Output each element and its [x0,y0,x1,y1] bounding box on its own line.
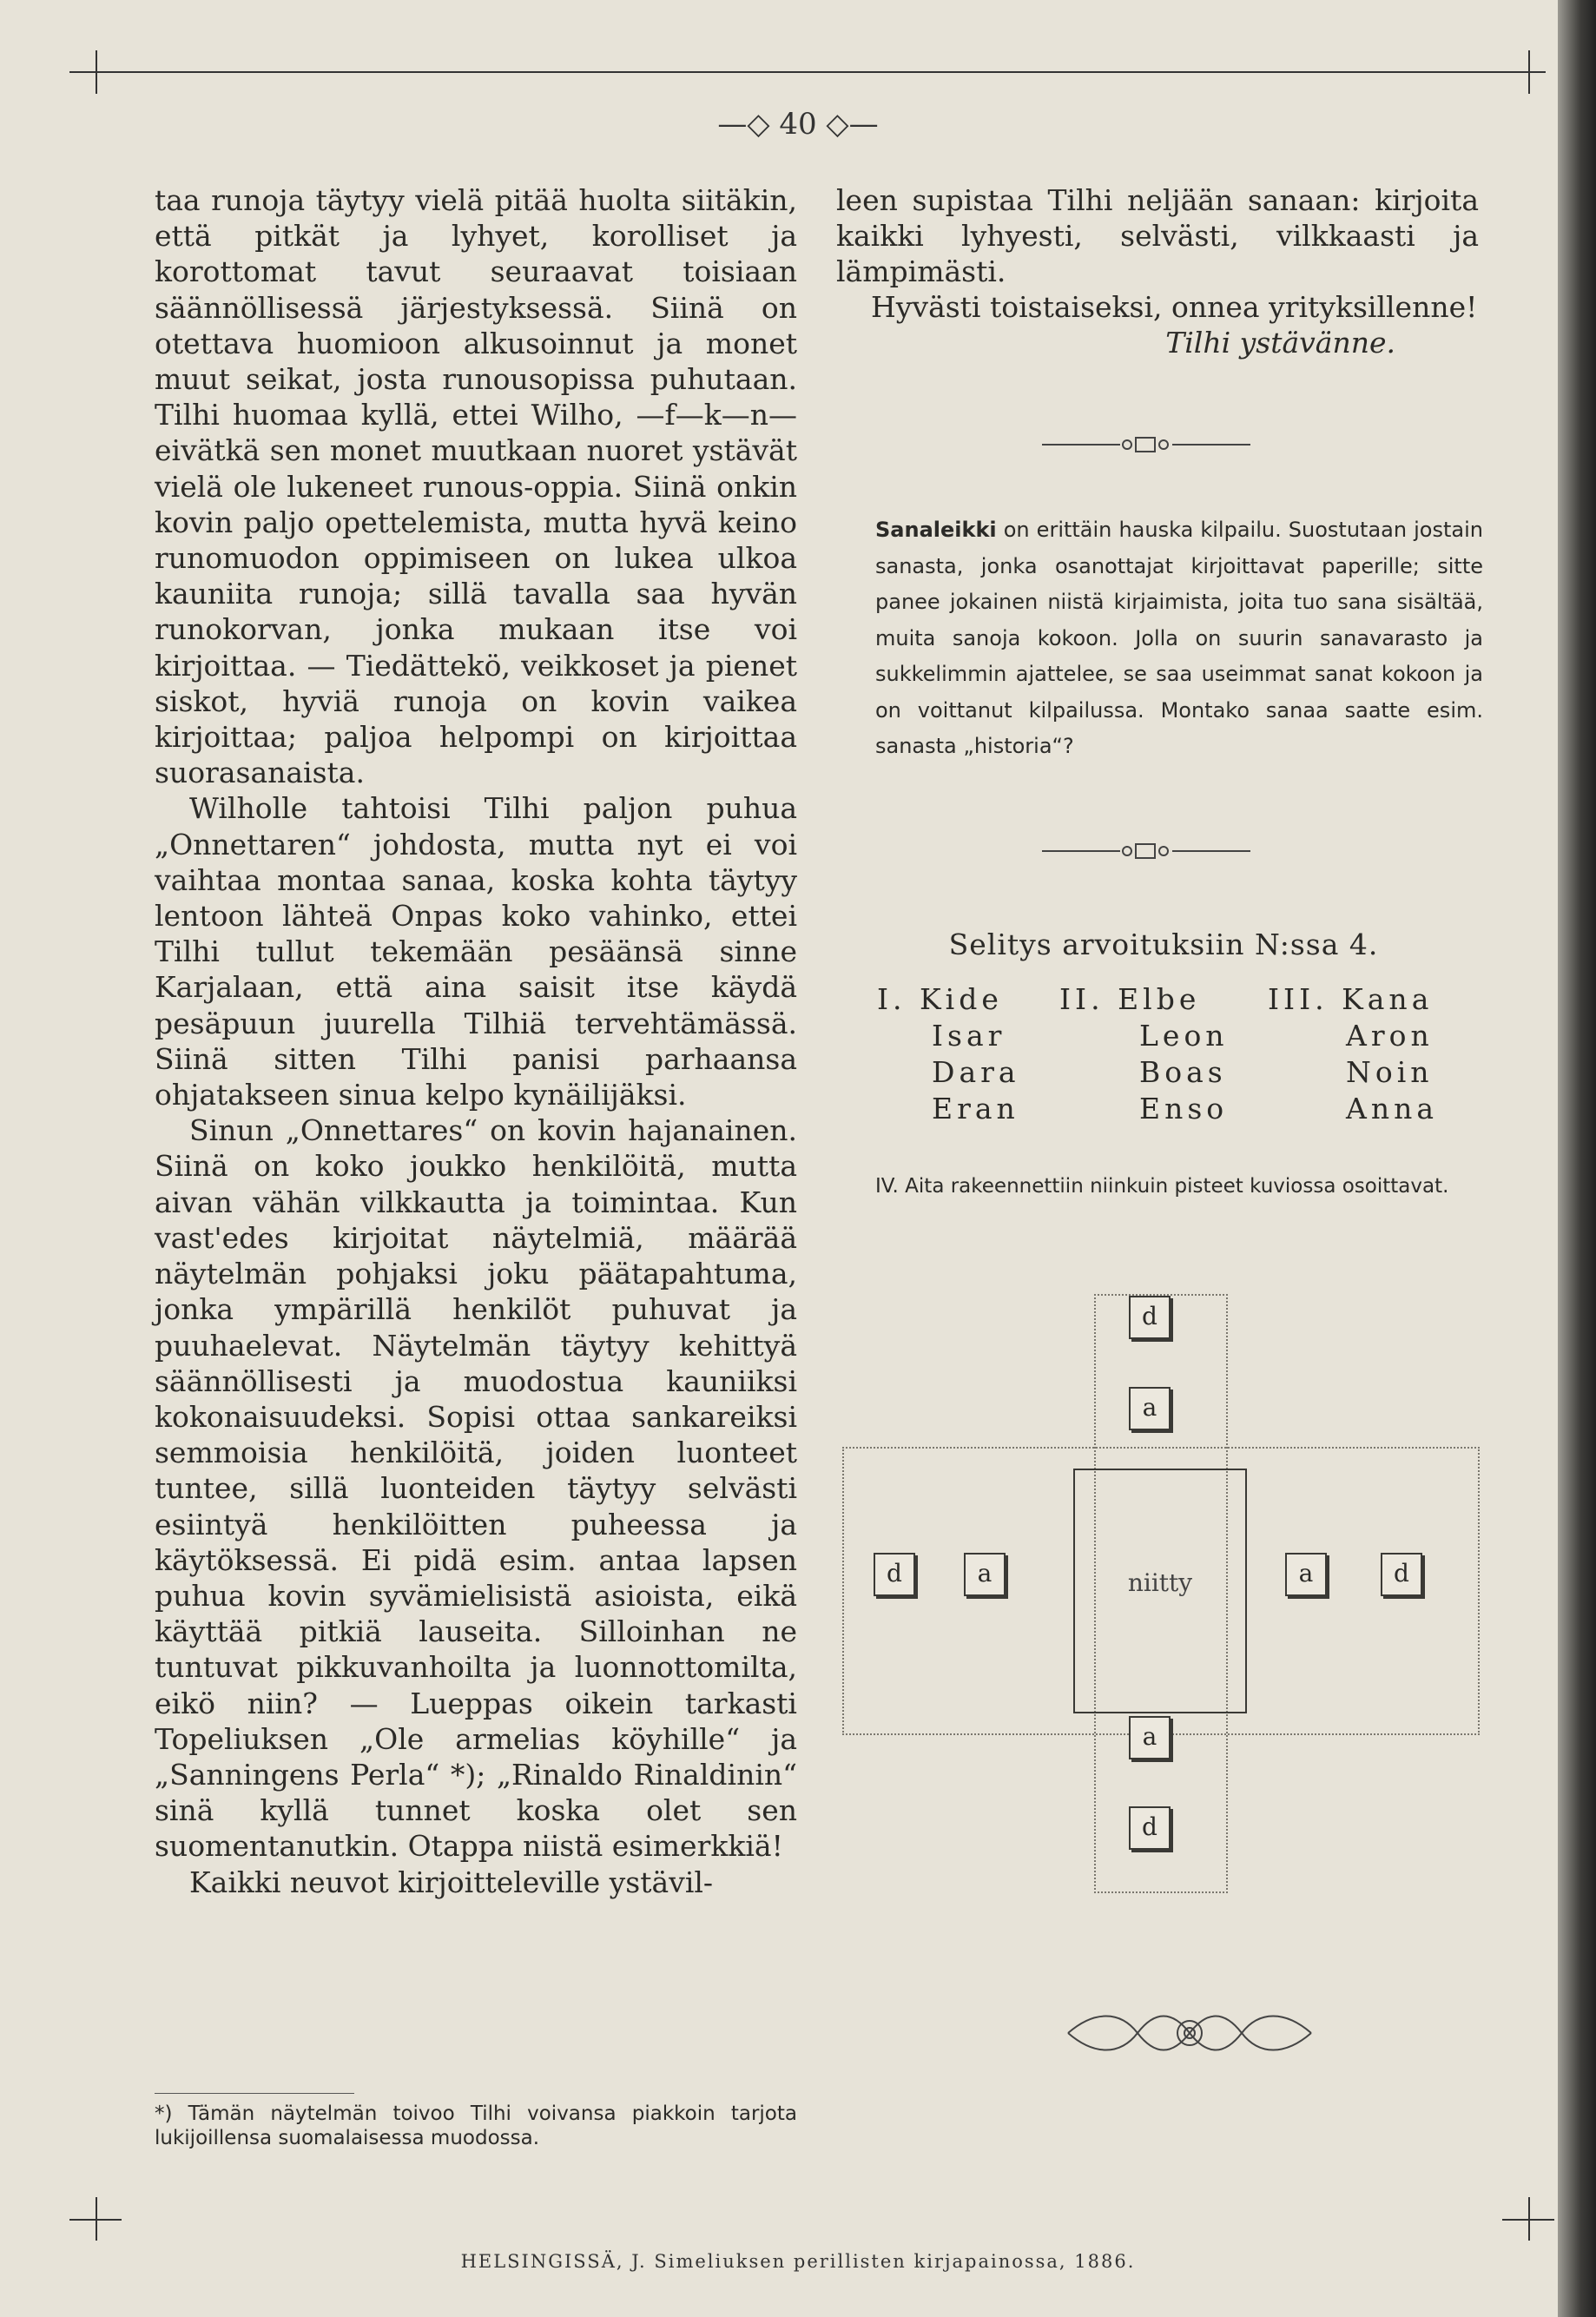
divider-ornament-2 [1025,841,1268,861]
meadow-field: niitty [1073,1469,1247,1713]
paragraph-3: Sinun „Onnettares“ on kovin hajanainen. Siinä on koko joukko henkilöitä, mutta aivan vähän vilkkautta ja toimintaa. Kun vast'edes kirjoitat näytelmiä, määrää näytelmän pohjaksi joku päätapahtuma, jonka ympärillä henkilöt puhuvat ja puuhaelevat. Näytelmän täytyy kehittyä säännöllisesti ja muodostua kauniiksi kokonaisuudeksi. Sopisi ottaa sankareiksi semmoisia henkilöitä, joiden luonteet tuntee, sillä luonteiden täytyy selvästi esiintyä henkilöitten puheessa ja käytöksessä. Ei pidä esim. antaa lapsen puhua kovin syvämielisistä asioista, eikä käyttää pitkiä lauseita. Silloinhan ne tuntuvat pikkuvanhoilta ja luonnottomilta, eikö niin? — Lueppas oikein tarkasti Topeliuksen „Ole armelias köyhille“ ja „Sanningens Perla“ *); „Rinaldo Rinaldinin“ sinä kyllä tunnet koska olet sen suomentanutkin. Otappa niistä esimerkkiä! [155,1113,797,1864]
right-column [836,182,1479,360]
letter-farewell: Hyvästi toistaiseksi, onnea yrityksillenne! [871,290,1478,324]
letter-box-left-a: a [964,1553,1006,1596]
letter-box-bottom-a: a [1129,1716,1171,1759]
solution-row: Eran [932,1092,1019,1125]
fence-diagram [834,1277,1494,1885]
solution-column-3 [1268,981,1438,1127]
solution-row: Dara [932,1055,1020,1089]
solution-title: Selitys arvoituksiin N:ssa 4. [948,927,1379,961]
solution-row: Aron [1346,1019,1434,1053]
paragraph-1: taa runoja täytyy vielä pitää huolta siitäkin, että pitkät ja lyhyet, korolliset ja korottomat tavut seuraavat toisiaan säännöllisessä järjestyksessä. Siinä on otettava huomioon alkusoinnut ja monet muut seikat, josta runousopissa puhutaan. Tilhi huomaa kyllä, ettei Wilho, —f—k—n— eivätkä sen monet muutkaan nuoret ystävät vielä ole lukeneet runous-oppia. Siinä onkin kovin paljo opettelemista, mutta hyvä keino runomuodon oppimiseen on lukea ulkoa kauniita runoja; sillä tavalla saa hyvän runokorvan, jonka mukaan itse voi kirjoittaa. — Tiedättekö, veikkoset ja pienet siskot, hyviä runoja on kovin vaikea kirjoittaa; paljoa helpompi on kirjoittaa suorasanaista. [155,183,797,790]
paragraph-2: Wilholle tahtoisi Tilhi paljon puhua „Onnettaren“ johdosta, mutta nyt ei voi vaihtaa montaa sanaa, koska kohta täytyy lentoon lähteä Onpas koko vahinko, ettei Tilhi tullut tekemään pesäänsä sinne Karjalaan, että aina saisit itse käydä pesäpuun juurella Tilhiä tervehtämässä. Siinä sitten Tilhi panisi parhaansa ohjatakseen sinua kelpo kynäilijäksi. [155,791,797,1112]
bottom-left-crop-mark-v [96,2197,97,2241]
contest-text: on erittäin hauska kilpailu. Suostutaan jostain sanasta, jonka osanottajat kirjoittavat paperille; sitte panee jokainen niistä kirjaimista, joita tuo sana sisältää, muita sanoja kokoon. Jolla on suurin sanavarasto ja sukkelimmin ajattelee, se saa useimmat sanat kokoon ja on voittanut kilpailussa. Montako sanaa saatte esim. sanasta „historia“? [875,518,1483,758]
paragraph-4: Kaikki neuvot kirjoitteleville ystävil- [189,1865,714,1899]
top-rule [69,71,1546,73]
contest-title: Sanaleikki [875,518,997,542]
divider-ornament-1 [1025,434,1268,455]
bottom-right-crop-mark-v [1528,2197,1530,2241]
page-edge [1558,0,1596,2317]
solution-row: Enso [1139,1092,1229,1125]
letter-box-top-d: d [1129,1296,1171,1339]
footnote: *) Tämän näytelmän toivoo Tilhi voivansa piakkoin tarjota lukijoillensa suomalaisessa muodossa. [155,2102,797,2149]
top-right-crop-mark [1528,50,1530,94]
solution-row: III. Kana [1268,982,1434,1016]
page-number-value: 40 [779,107,817,142]
left-column [155,182,797,1900]
letter-box-left-d: d [874,1553,915,1596]
solution-column-2 [1059,981,1229,1127]
page-number-ornament-left: —◇ [717,107,780,142]
signature: Tilhi ystävänne. [1165,326,1395,360]
top-left-crop-mark [96,50,97,94]
end-flourish-ornament [1059,2006,1320,2060]
printer-imprint: HELSINGISSÄ, J. Simeliuksen perillisten kirjapainossa, 1886. [460,2251,1136,2272]
page-number [0,107,1596,142]
solution-row: I. Kide [877,982,1003,1016]
solution-row: Anna [1346,1092,1439,1125]
solution-row: II. Elbe [1059,982,1201,1016]
letter-ending: leen supistaa Tilhi neljään sanaan: kirjoita kaikki lyhyesti, selvästi, vilkkaasti ja lämpimästi. [836,183,1479,288]
letter-box-top-a: a [1129,1387,1171,1430]
contest-paragraph [875,512,1483,765]
letter-box-right-d: d [1381,1553,1422,1596]
solution-row: Leon [1139,1019,1229,1053]
riddle-iv-text: IV. Aita rakeennettiin niinkuin pisteet kuviossa osoittavat. [875,1175,1449,1198]
letter-box-right-a: a [1285,1553,1327,1596]
letter-box-bottom-d: d [1129,1806,1171,1850]
solution-column-1 [877,981,1020,1127]
solution-row: Boas [1139,1055,1227,1089]
page-number-ornament-right: ◇— [816,107,879,142]
solution-row: Noin [1346,1055,1434,1089]
solution-row: Isar [932,1019,1006,1053]
footnote-rule [155,2093,354,2094]
